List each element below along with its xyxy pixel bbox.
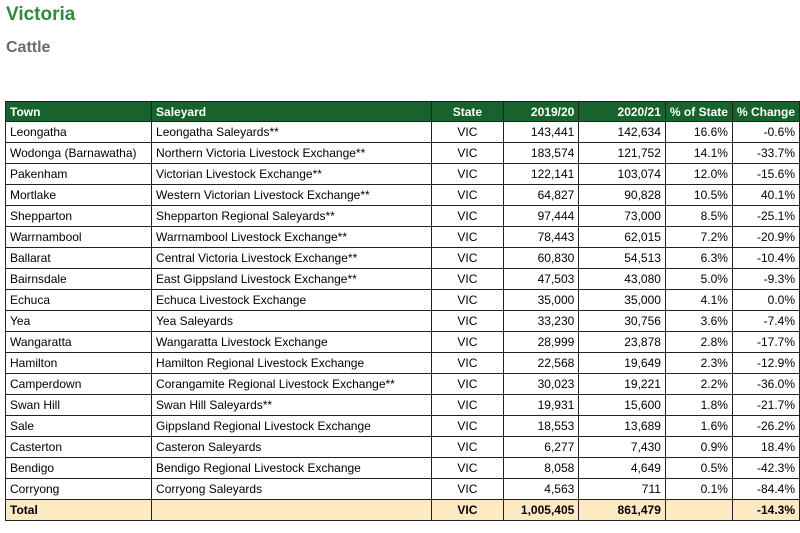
page-subtitle: Cattle	[6, 39, 51, 56]
cell-state: VIC	[432, 290, 504, 311]
cell-town: Ballarat	[6, 248, 152, 269]
cell-town: Casterton	[6, 437, 152, 458]
cell-state: VIC	[432, 206, 504, 227]
cell-value-2020-21: 90,828	[579, 185, 666, 206]
cell-state: VIC	[432, 374, 504, 395]
cell-pct-of-state: 8.5%	[665, 206, 732, 227]
cell-saleyard: Corryong Saleyards	[152, 479, 432, 500]
cell-town: Pakenham	[6, 164, 152, 185]
cell-saleyard: Northern Victoria Livestock Exchange**	[152, 143, 432, 164]
cell-saleyard: Victorian Livestock Exchange**	[152, 164, 432, 185]
table-row	[6, 290, 800, 311]
table-row	[6, 374, 800, 395]
cell-state: VIC	[432, 248, 504, 269]
cell-value-2020-21: 62,015	[579, 227, 666, 248]
cell-town: Camperdown	[6, 374, 152, 395]
cell-value-2019-20: 183,574	[503, 143, 579, 164]
cell-value-2020-21: 54,513	[579, 248, 666, 269]
cell-town: Shepparton	[6, 206, 152, 227]
cell-state: VIC	[432, 122, 504, 143]
column-header-saleyard: Saleyard	[152, 102, 432, 122]
saleyard-table	[5, 101, 800, 521]
cell-pct-of-state: 10.5%	[665, 185, 732, 206]
cell-saleyard: Warrnambool Livestock Exchange**	[152, 227, 432, 248]
cell-value-2019-20: 60,830	[503, 248, 579, 269]
table-row	[6, 395, 800, 416]
table-row	[6, 311, 800, 332]
table-row	[6, 332, 800, 353]
cell-value-2019-20: 30,023	[503, 374, 579, 395]
cell-saleyard: Corangamite Regional Livestock Exchange**	[152, 374, 432, 395]
table-row	[6, 416, 800, 437]
cell-pct-change: -36.0%	[732, 374, 799, 395]
cell-value-2019-20: 6,277	[503, 437, 579, 458]
cell-town: Wangaratta	[6, 332, 152, 353]
cell-pct-of-state: 0.1%	[665, 479, 732, 500]
table-header-row	[6, 102, 800, 122]
cell-value-2019-20: 47,503	[503, 269, 579, 290]
cell-saleyard: Wangaratta Livestock Exchange	[152, 332, 432, 353]
total-row	[6, 500, 800, 521]
cell-pct-change: -42.3%	[732, 458, 799, 479]
cell-state: VIC	[432, 458, 504, 479]
cell-state: VIC	[432, 185, 504, 206]
cell-value-2019-20: 97,444	[503, 206, 579, 227]
cell-saleyard: Hamilton Regional Livestock Exchange	[152, 353, 432, 374]
cell-town: Warrnambool	[6, 227, 152, 248]
cell-saleyard: East Gippsland Livestock Exchange**	[152, 269, 432, 290]
cell-town: Bairnsdale	[6, 269, 152, 290]
cell-state: VIC	[432, 311, 504, 332]
table-row	[6, 206, 800, 227]
cell-pct-of-state: 3.6%	[665, 311, 732, 332]
table-row	[6, 458, 800, 479]
cell-saleyard: Bendigo Regional Livestock Exchange	[152, 458, 432, 479]
cell-value-2019-20: 28,999	[503, 332, 579, 353]
cell-value-2020-21: 35,000	[579, 290, 666, 311]
total-cell-state: VIC	[432, 500, 504, 521]
column-header-pct-change: % Change	[732, 102, 799, 122]
cell-value-2020-21: 142,634	[579, 122, 666, 143]
cell-pct-of-state: 1.6%	[665, 416, 732, 437]
table-row	[6, 227, 800, 248]
cell-pct-of-state: 7.2%	[665, 227, 732, 248]
cell-pct-of-state: 1.8%	[665, 395, 732, 416]
cell-town: Mortlake	[6, 185, 152, 206]
cell-pct-change: -26.2%	[732, 416, 799, 437]
total-cell-pct-of-state	[665, 500, 732, 521]
cell-state: VIC	[432, 164, 504, 185]
cell-value-2019-20: 18,553	[503, 416, 579, 437]
cell-town: Swan Hill	[6, 395, 152, 416]
cell-pct-change: -12.9%	[732, 353, 799, 374]
cell-pct-of-state: 6.3%	[665, 248, 732, 269]
table-row	[6, 185, 800, 206]
cell-saleyard: Swan Hill Saleyards**	[152, 395, 432, 416]
cell-town: Leongatha	[6, 122, 152, 143]
cell-town: Bendigo	[6, 458, 152, 479]
cell-saleyard: Central Victoria Livestock Exchange**	[152, 248, 432, 269]
cell-town: Echuca	[6, 290, 152, 311]
table-row	[6, 353, 800, 374]
table-row	[6, 122, 800, 143]
total-cell-value-2020-21: 861,479	[579, 500, 666, 521]
column-header-pct-of-state: % of State	[665, 102, 732, 122]
table-row	[6, 269, 800, 290]
cell-pct-of-state: 2.8%	[665, 332, 732, 353]
cell-state: VIC	[432, 269, 504, 290]
cell-pct-change: -84.4%	[732, 479, 799, 500]
cell-town: Hamilton	[6, 353, 152, 374]
cell-pct-change: -10.4%	[732, 248, 799, 269]
table-body	[6, 122, 800, 521]
cell-town: Corryong	[6, 479, 152, 500]
cell-pct-of-state: 5.0%	[665, 269, 732, 290]
total-cell-pct-change: -14.3%	[732, 500, 799, 521]
cell-pct-change: -33.7%	[732, 143, 799, 164]
cell-pct-change: -15.6%	[732, 164, 799, 185]
cell-pct-of-state: 4.1%	[665, 290, 732, 311]
cell-value-2020-21: 73,000	[579, 206, 666, 227]
cell-pct-change: -21.7%	[732, 395, 799, 416]
cell-saleyard: Echuca Livestock Exchange	[152, 290, 432, 311]
cell-state: VIC	[432, 437, 504, 458]
cell-pct-of-state: 2.3%	[665, 353, 732, 374]
cell-value-2019-20: 33,230	[503, 311, 579, 332]
total-cell-value-2019-20: 1,005,405	[503, 500, 579, 521]
total-cell-saleyard	[152, 500, 432, 521]
cell-value-2019-20: 8,058	[503, 458, 579, 479]
cell-value-2019-20: 4,563	[503, 479, 579, 500]
cell-value-2019-20: 22,568	[503, 353, 579, 374]
column-header-state: State	[432, 102, 504, 122]
cell-pct-of-state: 2.2%	[665, 374, 732, 395]
column-header-value-2019-20: 2019/20	[503, 102, 579, 122]
cell-value-2019-20: 143,441	[503, 122, 579, 143]
cell-pct-change: 18.4%	[732, 437, 799, 458]
cell-saleyard: Western Victorian Livestock Exchange**	[152, 185, 432, 206]
cell-pct-change: -20.9%	[732, 227, 799, 248]
cell-town: Wodonga (Barnawatha)	[6, 143, 152, 164]
cell-value-2020-21: 7,430	[579, 437, 666, 458]
cell-saleyard: Gippsland Regional Livestock Exchange	[152, 416, 432, 437]
cell-value-2020-21: 121,752	[579, 143, 666, 164]
cell-value-2019-20: 35,000	[503, 290, 579, 311]
table-row	[6, 479, 800, 500]
column-header-town: Town	[6, 102, 152, 122]
cell-saleyard: Shepparton Regional Saleyards**	[152, 206, 432, 227]
cell-value-2020-21: 19,221	[579, 374, 666, 395]
cell-pct-of-state: 16.6%	[665, 122, 732, 143]
table-row	[6, 164, 800, 185]
table-row	[6, 143, 800, 164]
cell-state: VIC	[432, 395, 504, 416]
cell-value-2019-20: 64,827	[503, 185, 579, 206]
cell-value-2020-21: 4,649	[579, 458, 666, 479]
cell-pct-change: -25.1%	[732, 206, 799, 227]
cell-pct-change: -0.6%	[732, 122, 799, 143]
cell-value-2020-21: 43,080	[579, 269, 666, 290]
cell-pct-of-state: 12.0%	[665, 164, 732, 185]
column-header-value-2020-21: 2020/21	[579, 102, 666, 122]
cell-town: Yea	[6, 311, 152, 332]
cell-saleyard: Casteron Saleyards	[152, 437, 432, 458]
cell-value-2020-21: 711	[579, 479, 666, 500]
cell-pct-change: -17.7%	[732, 332, 799, 353]
cell-value-2020-21: 103,074	[579, 164, 666, 185]
cell-value-2019-20: 122,141	[503, 164, 579, 185]
cell-pct-change: 40.1%	[732, 185, 799, 206]
cell-value-2020-21: 19,649	[579, 353, 666, 374]
cell-state: VIC	[432, 143, 504, 164]
cell-state: VIC	[432, 416, 504, 437]
cell-town: Sale	[6, 416, 152, 437]
cell-pct-of-state: 0.9%	[665, 437, 732, 458]
cell-saleyard: Leongatha Saleyards**	[152, 122, 432, 143]
table-row	[6, 248, 800, 269]
cell-value-2020-21: 30,756	[579, 311, 666, 332]
total-cell-town: Total	[6, 500, 152, 521]
cell-state: VIC	[432, 227, 504, 248]
cell-state: VIC	[432, 479, 504, 500]
cell-value-2020-21: 23,878	[579, 332, 666, 353]
cell-pct-of-state: 0.5%	[665, 458, 732, 479]
cell-pct-change: -9.3%	[732, 269, 799, 290]
cell-value-2020-21: 13,689	[579, 416, 666, 437]
table-row	[6, 437, 800, 458]
page-title: Victoria	[6, 4, 76, 25]
cell-state: VIC	[432, 353, 504, 374]
cell-value-2020-21: 15,600	[579, 395, 666, 416]
cell-pct-of-state: 14.1%	[665, 143, 732, 164]
cell-value-2019-20: 19,931	[503, 395, 579, 416]
cell-state: VIC	[432, 332, 504, 353]
cell-saleyard: Yea Saleyards	[152, 311, 432, 332]
cell-value-2019-20: 78,443	[503, 227, 579, 248]
cell-pct-change: -7.4%	[732, 311, 799, 332]
cell-pct-change: 0.0%	[732, 290, 799, 311]
